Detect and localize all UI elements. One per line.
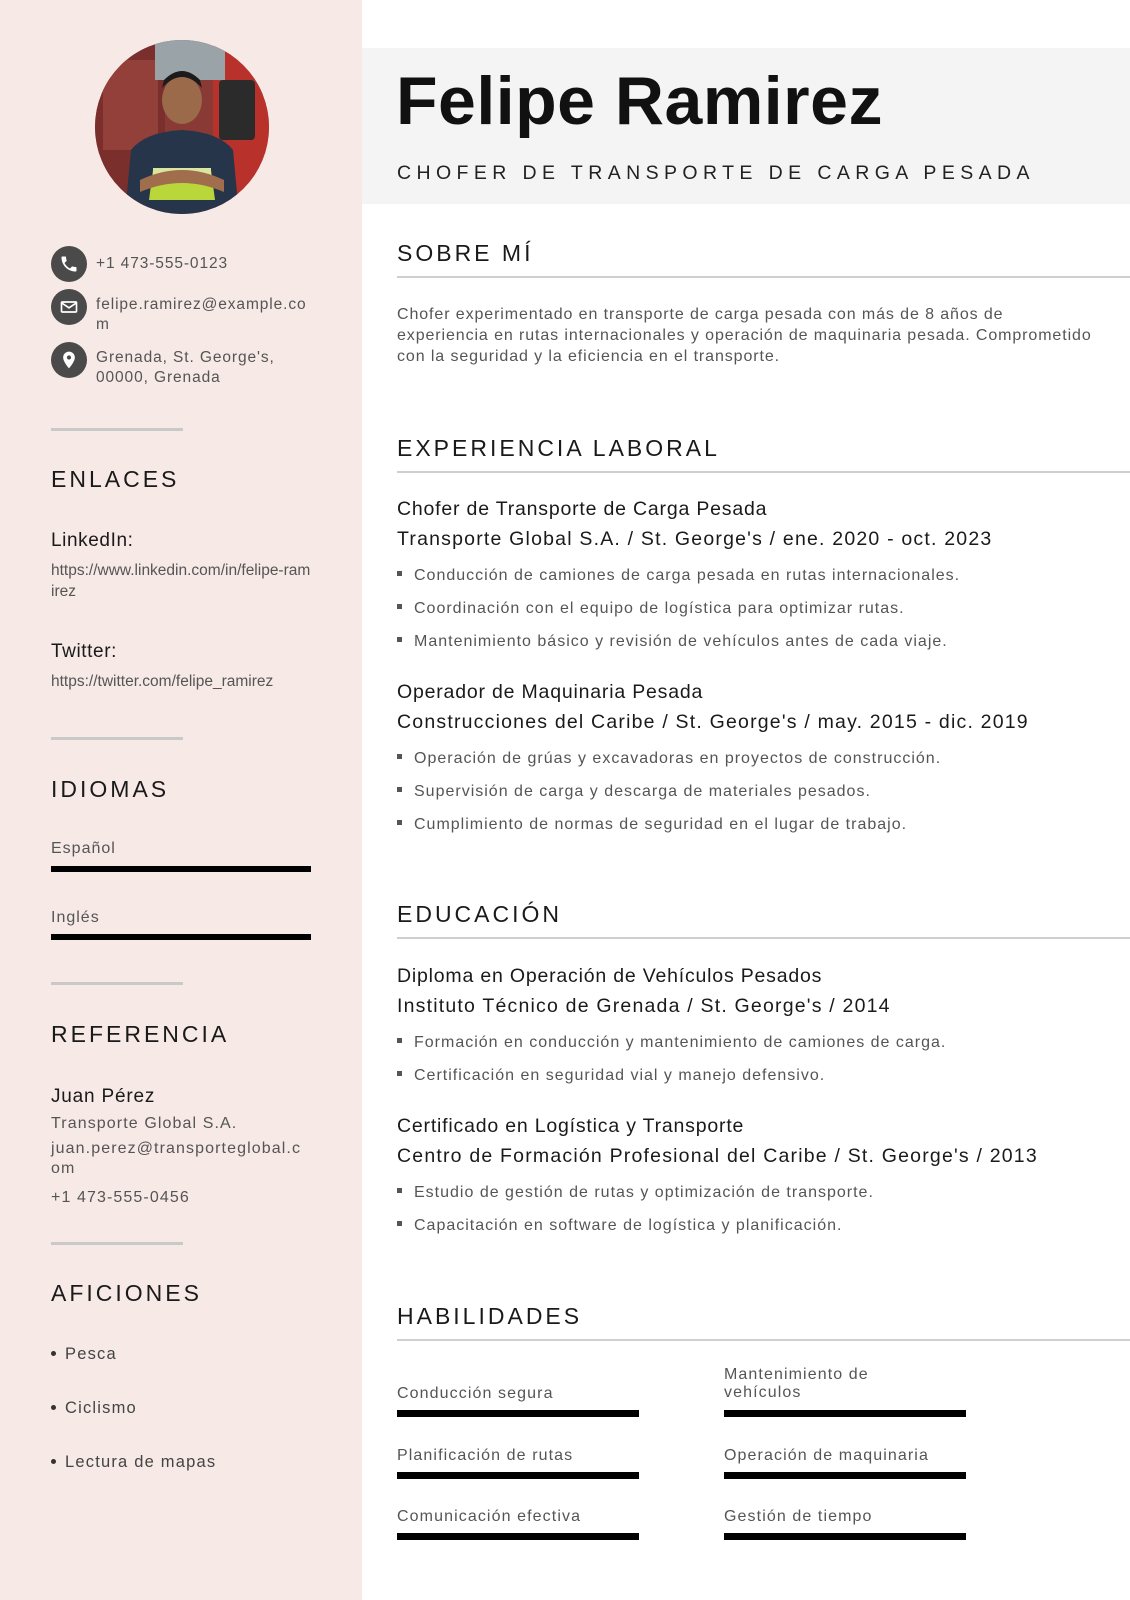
bullet-icon: [397, 1038, 402, 1043]
skill-level-bar: [724, 1533, 966, 1540]
reference-phone: +1 473-555-0456: [51, 1189, 190, 1206]
education-heading: EDUCACIÓN: [397, 901, 563, 927]
education-details: Centro de Formación Profesional del Caribe / St. George's / 2013: [397, 1145, 1038, 1167]
skill-level-bar: [724, 1410, 966, 1417]
bullet-icon: [397, 571, 402, 576]
location-pin-icon: [51, 342, 87, 378]
section-rule: [397, 471, 1130, 473]
contact-phone-text: +1 473-555-0123: [96, 255, 229, 272]
job-bullet: Supervisión de carga y descarga de materiales pesados.: [397, 783, 871, 801]
sidebar: [0, 0, 362, 1600]
language-level-bar: [51, 934, 311, 940]
job-bullet: Coordinación con el equipo de logística para optimizar rutas.: [397, 600, 905, 618]
profile-photo: [95, 40, 269, 214]
hobbies-heading: AFICIONES: [51, 1280, 202, 1306]
contact-address-text: Grenada, St. George's, 00000, Grenada: [96, 349, 275, 386]
education-bullet: Formación en conducción y mantenimiento de camiones de carga.: [397, 1034, 946, 1052]
job-details: Transporte Global S.A. / St. George's / ene. 2020 - oct. 2023: [397, 528, 993, 550]
hobby-item: Pesca: [51, 1345, 117, 1364]
language-label: Inglés: [51, 909, 100, 926]
about-heading: SOBRE MÍ: [397, 240, 534, 266]
skill-label: Planificación de rutas: [397, 1447, 574, 1464]
linkedin-label: LinkedIn:: [51, 530, 134, 551]
education-degree: Diploma en Operación de Vehículos Pesados: [397, 965, 823, 987]
section-rule: [397, 1339, 1130, 1341]
links-heading: ENLACES: [51, 466, 180, 492]
linkedin-link[interactable]: https://www.linkedin.com/in/felipe-ramirez: [51, 562, 311, 600]
section-rule: [397, 276, 1130, 278]
mail-icon: [51, 289, 87, 325]
skill-level-bar: [397, 1472, 639, 1479]
job-role: Chofer de Transporte de Carga Pesada: [397, 498, 768, 520]
job-bullet: Conducción de camiones de carga pesada en rutas internacionales.: [397, 567, 960, 585]
section-rule: [397, 937, 1130, 939]
contact-address: [51, 342, 312, 388]
skill-level-bar: [397, 1533, 639, 1540]
contact-email-text[interactable]: felipe.ramirez@example.com: [96, 296, 307, 333]
reference-name: Juan Pérez: [51, 1086, 156, 1107]
sidebar-divider: [51, 737, 183, 740]
contact-email: [51, 289, 312, 335]
job-title: CHOFER DE TRANSPORTE DE CARGA PESADA: [397, 162, 1035, 184]
hobby-item: Lectura de mapas: [51, 1453, 216, 1472]
sidebar-divider: [51, 428, 183, 431]
contact-phone: [51, 246, 312, 282]
skill-label: Conducción segura: [397, 1385, 554, 1402]
reference-email[interactable]: juan.perez@transporteglobal.com: [51, 1140, 302, 1177]
sidebar-divider: [51, 1242, 183, 1245]
reference-company: Transporte Global S.A.: [51, 1115, 238, 1132]
bullet-icon: [51, 1459, 56, 1464]
bullet-icon: [51, 1351, 56, 1356]
job-role: Operador de Maquinaria Pesada: [397, 681, 704, 703]
bullet-icon: [397, 754, 402, 759]
bullet-icon: [397, 820, 402, 825]
bullet-icon: [397, 1188, 402, 1193]
skill-level-bar: [397, 1410, 639, 1417]
languages-heading: IDIOMAS: [51, 776, 170, 802]
education-bullet: Estudio de gestión de rutas y optimización de transporte.: [397, 1184, 874, 1202]
bullet-icon: [397, 604, 402, 609]
job-bullet: Mantenimiento básico y revisión de vehículos antes de cada viaje.: [397, 633, 948, 651]
hobby-item: Ciclismo: [51, 1399, 137, 1418]
bullet-icon: [51, 1405, 56, 1410]
skill-label: Gestión de tiempo: [724, 1508, 873, 1525]
bullet-icon: [397, 1221, 402, 1226]
education-bullet: Certificación en seguridad vial y manejo defensivo.: [397, 1067, 825, 1085]
education-degree: Certificado en Logística y Transporte: [397, 1115, 745, 1137]
twitter-link[interactable]: https://twitter.com/felipe_ramirez: [51, 673, 274, 690]
language-level-bar: [51, 866, 311, 872]
language-label: Español: [51, 840, 116, 857]
bullet-icon: [397, 1071, 402, 1076]
bullet-icon: [397, 787, 402, 792]
experience-heading: EXPERIENCIA LABORAL: [397, 435, 720, 461]
skills-heading: HABILIDADES: [397, 1303, 583, 1329]
twitter-label: Twitter:: [51, 641, 118, 662]
education-bullet: Capacitación en software de logística y planificación.: [397, 1217, 842, 1235]
bullet-icon: [397, 637, 402, 642]
education-details: Instituto Técnico de Grenada / St. George's / 2014: [397, 995, 891, 1017]
about-text: Chofer experimentado en transporte de carga pesada con más de 8 años de experiencia en rutas internacionales y operación de maquinaria pesada. Comprometido con la seguridad y la eficiencia en el transporte.: [397, 306, 1092, 365]
skill-label: Operación de maquinaria: [724, 1447, 929, 1464]
candidate-name: Felipe Ramirez: [396, 63, 883, 139]
job-bullet: Cumplimiento de normas de seguridad en el lugar de trabajo.: [397, 816, 907, 834]
sidebar-divider: [51, 982, 183, 985]
phone-icon: [51, 246, 87, 282]
skill-label: Comunicación efectiva: [397, 1508, 582, 1525]
job-bullet: Operación de grúas y excavadoras en proyectos de construcción.: [397, 750, 941, 768]
skill-level-bar: [724, 1472, 966, 1479]
reference-heading: REFERENCIA: [51, 1021, 230, 1047]
job-details: Construcciones del Caribe / St. George's / may. 2015 - dic. 2019: [397, 711, 1029, 733]
skill-label: Mantenimiento de vehículos: [724, 1366, 869, 1401]
